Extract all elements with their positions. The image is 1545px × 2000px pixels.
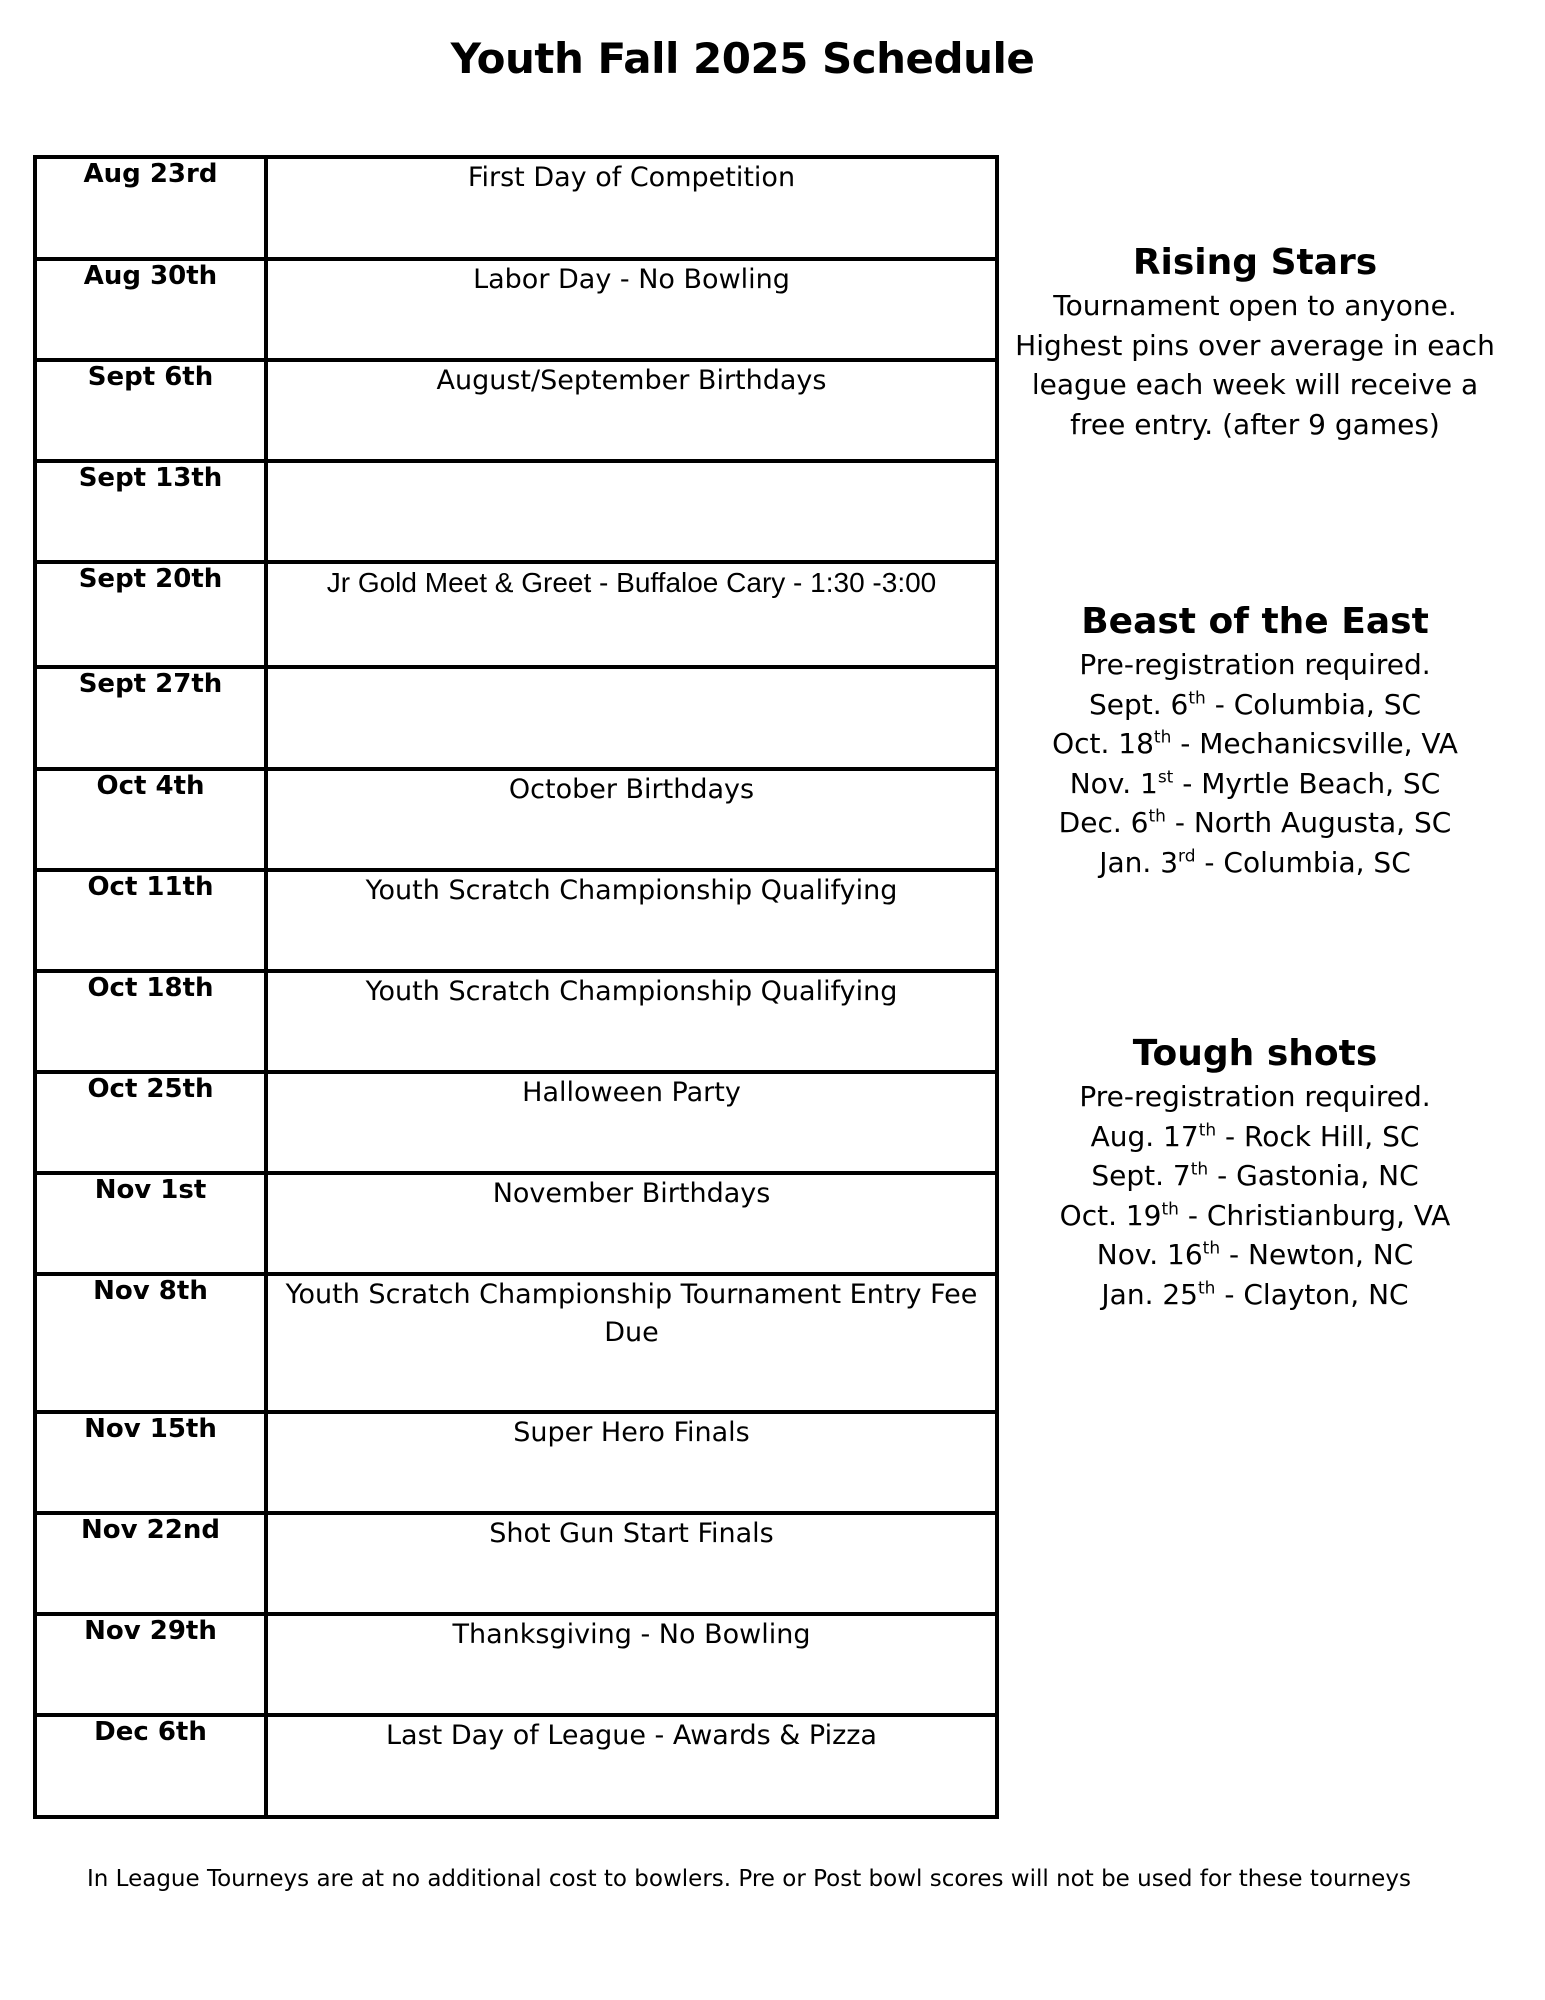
table-row <box>35 667 997 769</box>
event-date-suffix: th <box>1148 806 1166 827</box>
tough-shots-section <box>1010 1031 1500 1314</box>
event-date: Sept. 7 <box>1091 1159 1191 1192</box>
schedule-date: Nov 22nd <box>35 1513 266 1614</box>
tough-shots-heading: Tough shots <box>1132 1033 1378 1074</box>
schedule-event: August/September Birthdays <box>266 360 997 461</box>
schedule-date: Oct 4th <box>35 769 266 870</box>
event-date-suffix: th <box>1202 1238 1221 1259</box>
schedule-date: Aug 30th <box>35 259 266 360</box>
event-place: - Christianburg, VA <box>1178 1198 1451 1232</box>
event-place: - Newton, NC <box>1220 1238 1414 1271</box>
rising-stars-section <box>1010 240 1500 444</box>
schedule-event <box>266 667 997 769</box>
event-place: - North Augusta, SC <box>1165 806 1452 839</box>
page-title: Youth Fall 2025 Schedule <box>450 34 1035 83</box>
table-row <box>35 971 997 1072</box>
event-date-suffix: st <box>1157 767 1174 788</box>
event-date-suffix: th <box>1153 727 1172 748</box>
event-date: Aug. 17 <box>1090 1119 1199 1153</box>
table-row <box>35 1513 997 1614</box>
table-row <box>35 1614 997 1715</box>
schedule-date: Nov 8th <box>35 1274 266 1412</box>
schedule-event: October Birthdays <box>266 769 997 870</box>
schedule-date: Oct 11th <box>35 870 266 971</box>
schedule-table <box>33 155 999 1819</box>
event-date-suffix: th <box>1190 1159 1209 1180</box>
rising-stars-line: league each week will receive a <box>1031 368 1479 401</box>
schedule-event: First Day of Competition <box>266 157 997 259</box>
beast-of-the-east-heading: Beast of the East <box>1081 601 1429 642</box>
schedule-date: Dec 6th <box>35 1715 266 1817</box>
schedule-date: Sept 13th <box>35 461 266 562</box>
table-row <box>35 769 997 870</box>
beast-of-the-east-event <box>1010 724 1500 764</box>
table-row <box>35 870 997 971</box>
tough-shots-event <box>1010 1275 1500 1315</box>
table-row <box>35 259 997 360</box>
table-row <box>35 1715 997 1817</box>
event-place: - Columbia, SC <box>1195 845 1411 879</box>
table-row <box>35 360 997 461</box>
event-place: - Clayton, NC <box>1215 1277 1409 1311</box>
table-row <box>35 562 997 667</box>
table-row <box>35 1072 997 1173</box>
schedule-date: Nov 29th <box>35 1614 266 1715</box>
tough-shots-event <box>1010 1156 1500 1196</box>
schedule-date: Oct 25th <box>35 1072 266 1173</box>
table-row <box>35 461 997 562</box>
event-place: - Columbia, SC <box>1205 687 1422 721</box>
event-date-suffix: th <box>1198 1278 1216 1299</box>
rising-stars-heading: Rising Stars <box>1132 242 1378 283</box>
event-date: Sept. 6 <box>1088 687 1189 721</box>
table-row <box>35 157 997 259</box>
event-date: Jan. 3 <box>1099 845 1179 879</box>
schedule-event: Youth Scratch Championship Qualifying <box>266 971 997 1072</box>
tough-shots-note: Pre-registration required. <box>1079 1080 1431 1113</box>
beast-of-the-east-event <box>1010 685 1500 725</box>
beast-of-the-east-event <box>1010 843 1500 883</box>
schedule-event: Last Day of League - Awards & Pizza <box>266 1715 997 1817</box>
beast-of-the-east-event <box>1010 803 1500 843</box>
event-date: Nov. 16 <box>1096 1238 1203 1271</box>
schedule-event: Shot Gun Start Finals <box>266 1513 997 1614</box>
rising-stars-line: free entry. (after 9 games) <box>1070 407 1440 441</box>
schedule-event: Labor Day - No Bowling <box>266 259 997 360</box>
event-date: Jan. 25 <box>1101 1277 1198 1311</box>
event-date-suffix: th <box>1188 688 1206 709</box>
footer-note: In League Tourneys are at no additional cost to bowlers. Pre or Post bowl scores will not be used for these tourneys <box>87 1866 1411 1892</box>
beast-of-the-east-note: Pre-registration required. <box>1079 648 1431 681</box>
event-place: - Rock Hill, SC <box>1216 1119 1420 1153</box>
schedule-event: Thanksgiving - No Bowling <box>266 1614 997 1715</box>
table-row <box>35 1274 997 1412</box>
event-place: - Mechanicsville, VA <box>1171 727 1458 760</box>
schedule-date: Sept 20th <box>35 562 266 667</box>
rising-stars-line: Tournament open to anyone. <box>1053 289 1457 322</box>
table-row <box>35 1173 997 1274</box>
tough-shots-event <box>1010 1117 1500 1157</box>
schedule-date: Aug 23rd <box>35 157 266 259</box>
event-date: Oct. 18 <box>1052 727 1154 760</box>
event-place: - Gastonia, NC <box>1208 1159 1419 1192</box>
event-place: - Myrtle Beach, SC <box>1173 766 1441 800</box>
schedule-event: November Birthdays <box>266 1173 997 1274</box>
event-date: Oct. 19 <box>1059 1198 1162 1232</box>
schedule-date: Sept 27th <box>35 667 266 769</box>
beast-of-the-east-event <box>1010 764 1500 804</box>
rising-stars-line: Highest pins over average in each <box>1015 328 1495 362</box>
schedule-event: Halloween Party <box>266 1072 997 1173</box>
schedule-event: Super Hero Finals <box>266 1412 997 1513</box>
event-date-suffix: th <box>1161 1199 1179 1220</box>
schedule-date: Oct 18th <box>35 971 266 1072</box>
schedule-event: Youth Scratch Championship Tournament Entry Fee Due <box>266 1274 997 1412</box>
beast-of-the-east-section <box>1010 599 1500 882</box>
schedule-date: Nov 1st <box>35 1173 266 1274</box>
event-date: Nov. 1 <box>1069 766 1158 800</box>
event-date-suffix: th <box>1198 1120 1217 1141</box>
table-row <box>35 1412 997 1513</box>
schedule-event: Jr Gold Meet & Greet - Buffaloe Cary - 1:30 -3:00 <box>266 562 997 667</box>
schedule-date: Sept 6th <box>35 360 266 461</box>
event-date: Dec. 6 <box>1058 806 1149 839</box>
tough-shots-event <box>1010 1196 1500 1236</box>
schedule-event <box>266 461 997 562</box>
event-date-suffix: rd <box>1178 846 1196 867</box>
tough-shots-event <box>1010 1235 1500 1275</box>
schedule-date: Nov 15th <box>35 1412 266 1513</box>
schedule-event: Youth Scratch Championship Qualifying <box>266 870 997 971</box>
